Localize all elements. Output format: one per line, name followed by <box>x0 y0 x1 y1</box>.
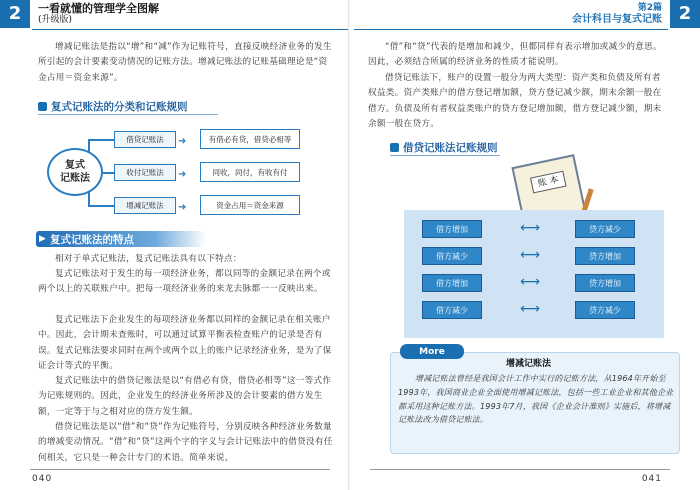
section-title: 复式记账法的分类和记账规则 <box>51 101 188 113</box>
debit-box: 借方减少 <box>422 301 482 319</box>
connector-line <box>88 205 114 207</box>
ledger-label: 账 本 <box>530 171 567 194</box>
method-box-debit-credit: 借贷记账法 <box>114 131 176 148</box>
banner-bullet-icon: ▶ <box>39 234 46 244</box>
rule-box: 资金占用＝资金来源 <box>200 195 300 215</box>
connector-line <box>88 139 114 141</box>
debit-box: 借方减少 <box>422 247 482 265</box>
section-underline <box>38 114 218 115</box>
section-underline <box>390 155 500 156</box>
paragraph: 复式记账法对于发生的每一项经济业务，都以同等的金额记录在两个或两个以上的关联账户中。把每一项经济业务的来龙去脉都一一反映出来。 <box>38 269 331 295</box>
compound-bookkeeping-oval: 复式 记账法 <box>47 148 103 196</box>
section-heading-classification <box>38 99 188 114</box>
page-number: 041 <box>641 474 662 484</box>
page-number: 040 <box>32 474 53 484</box>
book-subtitle: (升级版) <box>38 15 73 25</box>
credit-box: 贷方减少 <box>575 220 635 238</box>
paragraph: 复式记账法中的借贷记账法是以“有借必有贷，借贷必相等”这一等式作为记账规则的。因此，企业发生的经济业务所涉及的会计要素的借方发生额，一定等于与之相对应的贷方发生额。 <box>38 376 332 417</box>
footer-rule <box>370 469 670 470</box>
paragraph: 借贷记账法下，账户的设置一般分为两大类型：资产类和负债及所有者权益类。资产类账户的借方登记增加额，贷方登记减少额，期末余额一般在借方。负债及所有者权益类账户的贷方登记增加额，借方登记减少额，期末余额一般在贷方。 <box>368 73 662 129</box>
section-heading-rules <box>390 140 498 155</box>
paragraph: 相对于单式记账法，复式记账法具有以下特点： <box>55 254 242 264</box>
double-arrow-icon: ⟷ <box>519 274 541 290</box>
more-tag: More <box>400 344 464 359</box>
double-arrow-icon: ⟷ <box>519 220 541 236</box>
chapter-tab: 2 <box>0 0 30 28</box>
chapter-tab: 2 <box>670 0 700 28</box>
footer-rule <box>30 469 330 470</box>
credit-box: 贷方增加 <box>575 274 635 292</box>
header-rule <box>32 29 348 30</box>
paragraph: 复式记账法下企业发生的每项经济业务都以同样的金额记录在相关账户中。因此，会计期末查账时，可以通过试算平衡表检查账户的记录是否有误。复式记账法要求同时在两个或两个以上的账户记录经济业务，是为了保证会计等式的平衡。 <box>38 315 332 371</box>
more-title: 增减记账法 <box>506 359 552 369</box>
part-subtitle: 会计科目与复式记账 <box>572 14 662 25</box>
method-box-increase-decrease: 增减记账法 <box>114 197 176 214</box>
method-box-receipt-payment: 收付记账法 <box>114 164 176 181</box>
section-marker-icon <box>390 143 399 152</box>
rule-box: 同收，同付，有收有付 <box>200 162 300 182</box>
right-page <box>350 0 700 490</box>
debit-box: 借方增加 <box>422 274 482 292</box>
double-arrow-icon: ⟷ <box>519 247 541 263</box>
section-marker-icon <box>38 102 47 111</box>
header-rule <box>354 29 668 30</box>
credit-box: 贷方增加 <box>575 247 635 265</box>
part-title: 第2篇 <box>637 3 662 13</box>
book-title: 一看就懂的管理学全图解 <box>38 2 159 15</box>
paragraph: “借”和“贷”代表的是增加和减少，但都同样有表示增加或减少的意思。因此，必须结合所属的经济业务的性质才能说明。 <box>368 42 662 68</box>
section-title-features: 复式记账法的特点 <box>50 234 134 246</box>
arrow-right-icon: ➜ <box>178 136 187 147</box>
arrow-right-icon: ➜ <box>178 169 187 180</box>
intro-paragraph: 增减记账法是指以“增”和“减”作为记账符号，直接反映经济业务的发生所引起的会计要素变动情况的记账方法。增减记账法的记账基础理论是“资金占用＝资金来源”。 <box>38 42 332 83</box>
credit-box: 贷方减少 <box>575 301 635 319</box>
rule-box: 有借必有贷，借贷必相等 <box>200 129 300 149</box>
section-title: 借贷记账法记账规则 <box>403 142 498 154</box>
debit-box: 借方增加 <box>422 220 482 238</box>
double-arrow-icon: ⟷ <box>519 301 541 317</box>
paragraph: 借贷记账法是以“借”和“贷”作为记账符号，分别反映各种经济业务数量的增减变动情况。“借”和“贷”这两个字的字义与会计记账法中的借贷没有任何相关，它只是一种会计专门的术语。简单来说， <box>38 422 333 463</box>
more-text: 增减记账法曾经是我国会计工作中实行的记账方法，从1964年开始至1993年，我国商业企业全面使用增减记账法，包括一些工业企业和其他企业都采用这种记账方法。1993年7月，我国《企业会计准则》实施后，将增减记账法改为借贷记账法。 <box>398 374 674 425</box>
arrow-right-icon: ➜ <box>178 202 187 213</box>
